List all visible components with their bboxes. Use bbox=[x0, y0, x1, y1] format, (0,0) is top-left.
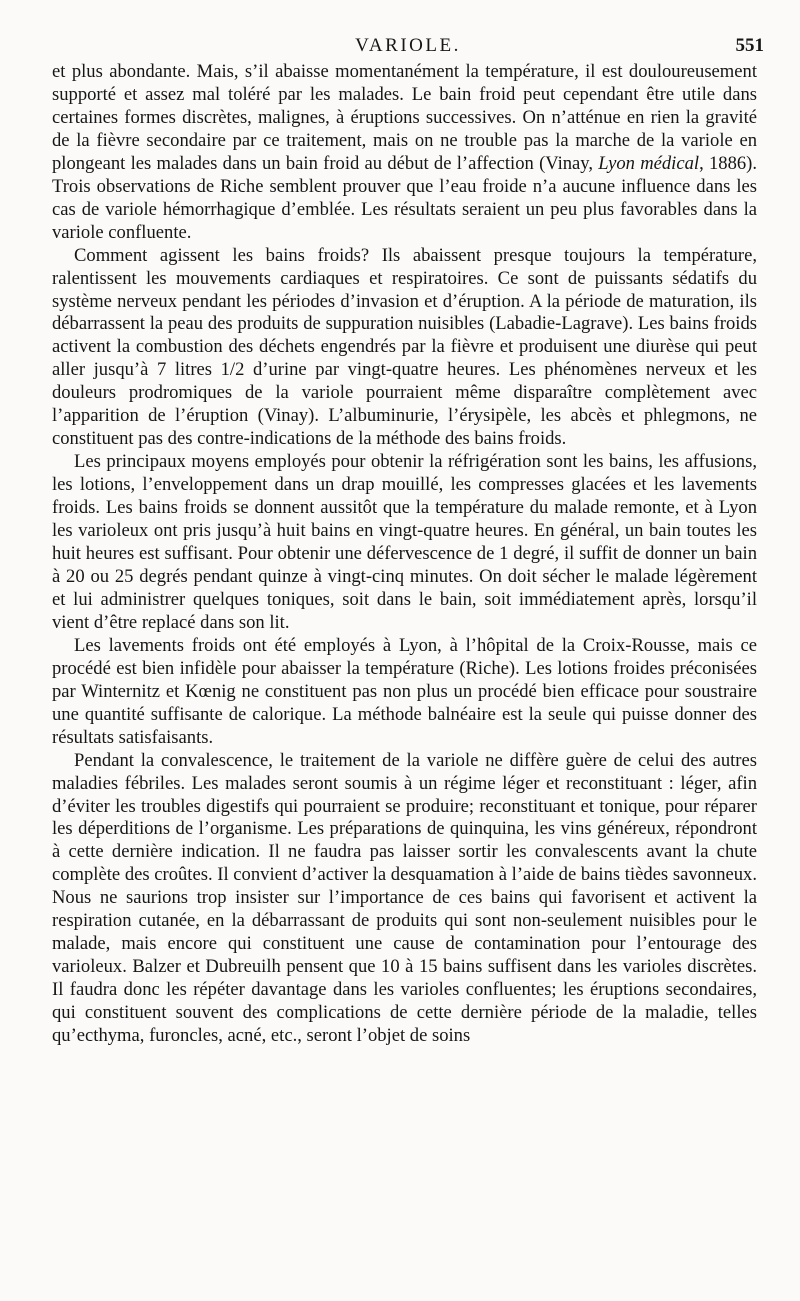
paragraph-5: Pendant la convalescence, le traitement de la variole ne diffère guère de celui des autres maladies fébriles. Les malades seront soumis à un régime léger et reconstituant : léger, afin d’éviter les troubles digestifs qui pourraient se produire; reconstituant et tonique, pour réparer les déperditions de l’organisme. Les préparations de quinquina, les vins généreux, répondront à cette dernière indication. Il ne faudra pas laisser sortir les convalescents avant la chute complète des croûtes. Il convient d’activer la desquamation à l’aide de bains tièdes savonneux. Nous ne saurions trop insister sur l’importance de ces bains qui favorisent et activent la respiration cutanée, en la débarrassant de produits qui sont non-seulement nuisibles pour le malade, mais encore qui constituent une cause de contamination pour l’entourage des varioleux. Balzer et Dubreuilh pensent que 10 à 15 bains suffisent dans les varioles discrètes. Il faudra donc les répéter davantage dans les varioles confluentes; les éruptions secondaires, qui constituent souvent des complications de cette dernière période de la maladie, telles qu’ecthyma, furoncles, acné, etc., seront l’objet de soins bbox=[52, 749, 757, 1047]
paragraph-2: Comment agissent les bains froids? Ils abaissent presque toujours la température, ralentissent les mouvements cardiaques et respiratoires. Ce sont de puissants sédatifs du système nerveux pendant les périodes d’invasion et d’éruption. A la période de maturation, ils débarrassent la peau des produits de suppuration nuisibles (Labadie-Lagrave). Les bains froids activent la combustion des déchets engendrés par la fièvre et produisent une diurèse qui peut aller jusqu’à 7 litres 1/2 d’urine par vingt-quatre heures. Les phénomènes nerveux et les douleurs prodromiques de la variole pourraient même disparaître complètement avec l’apparition de l’éruption (Vinay). L’albuminurie, l’érysipèle, les abcès et phlegmons, ne constituent pas des contre-indications de la méthode des bains froids. bbox=[52, 244, 757, 450]
page-number: 551 bbox=[735, 35, 764, 56]
running-title: VARIOLE. bbox=[355, 35, 461, 56]
body-text bbox=[52, 61, 757, 1048]
journal-title: Lyon médical bbox=[598, 152, 700, 174]
paragraph-4: Les lavements froids ont été employés à Lyon, à l’hôpital de la Croix-Rousse, mais ce procédé est bien infidèle pour abaisser la température (Riche). Les lotions froides préconisées par Winternitz et Kœnig ne constituent pas non plus un procédé bien efficace pour soustraire une quantité suffisante de calorique. La méthode balnéaire est la seule qui puisse donner des résultats satisfaisants. bbox=[52, 634, 757, 748]
paragraph-3: Les principaux moyens employés pour obtenir la réfrigération sont les bains, les affusions, les lotions, l’enveloppement dans un drap mouillé, les compresses glacées et les lavements froids. Les bains froids se donnent aussitôt que la température du malade remonte, et à Lyon les varioleux ont pris jusqu’à huit bains en vingt-quatre heures. En général, un bain toutes les huit heures est suffisant. Pour obtenir une défervescence de 1 degré, il suffit de donner un bain à 20 ou 25 degrés pendant quinze à vingt-cinq minutes. On doit sécher le malade légèrement et lui administrer quelques toniques, soit dans le bain, soit immédiatement après, lorsqu’il vient d’être replacé dans son lit. bbox=[52, 451, 757, 633]
paragraph-1-text-b: , 1886). Trois observations de Riche semblent prouver que l’eau froide n’a aucune influence dans les cas de variole hémorrhagique d’emblée. Les résultats seraient un peu plus favorables dans la variole confluente. bbox=[52, 152, 757, 243]
paragraph-1-text-a: et plus abondante. Mais, s’il abaisse momentanément la température, il est douloureusement supporté et assez mal toléré par les malades. Le bain froid peut cependant être utile dans certaines formes discrètes, malignes, à éruptions successives. On n’atténue en rien la gravité de la fièvre secondaire par ce traitement, mais on ne trouble pas la marche de la variole en plongeant les malades dans un bain froid au début de l’affection (Vinay, bbox=[52, 61, 757, 174]
paragraph-1 bbox=[52, 61, 757, 245]
running-head bbox=[52, 33, 764, 59]
